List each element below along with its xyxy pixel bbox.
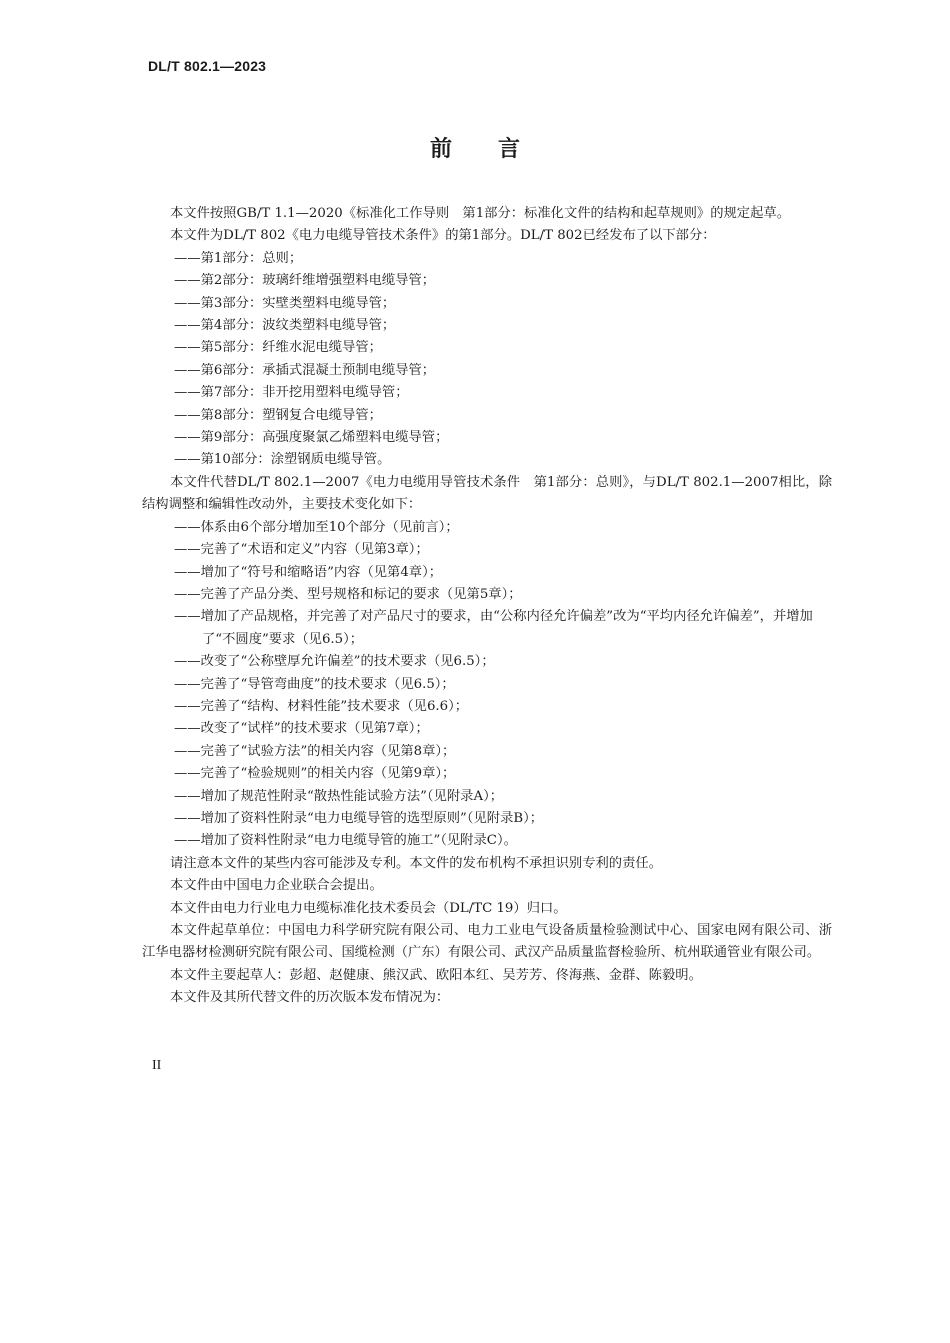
- list-item: ——体系由6个部分增加至10个部分（见前言）；: [174, 519, 459, 535]
- paragraph-drafters: 本文件主要起草人：彭超、赵健康、熊汉武、欧阳本红、吴芳芳、佟海燕、金群、陈毅明。: [170, 967, 702, 983]
- list-item: ——第1部分：总则；: [174, 250, 303, 266]
- list-item: ——第6部分：承插式混凝土预制电缆导管；: [174, 362, 436, 378]
- list-item: ——改变了“试样”的技术要求（见第7章）；: [174, 721, 429, 737]
- list-item: ——完善了产品分类、型号规格和标记的要求（见第5章）；: [174, 586, 522, 602]
- paragraph-patent-notice: 请注意本文件的某些内容可能涉及专利。本文件的发布机构不承担识别专利的责任。: [170, 855, 662, 871]
- list-item: ——增加了“符号和缩略语”内容（见第4章）；: [174, 564, 443, 580]
- foreword-body: [142, 203, 832, 1010]
- list-item: ——第5部分：纤维水泥电缆导管；: [174, 340, 382, 356]
- page-title: 前言: [429, 137, 566, 162]
- parts-list: [142, 248, 832, 472]
- list-item: ——完善了“术语和定义”内容（见第3章）；: [174, 542, 429, 558]
- list-item: ——第9部分：高强度聚氯乙烯塑料电缆导管；: [174, 430, 449, 446]
- list-item: ——增加了资料性附录“电力电缆导管的选型原则”（见附录B）；: [174, 810, 544, 826]
- paragraph-committee: 本文件由电力行业电力电缆标准化技术委员会（DL/TC 19）归口。: [170, 900, 567, 916]
- list-item: ——第8部分：塑钢复合电缆导管；: [174, 407, 382, 423]
- list-item: ——完善了“试验方法”的相关内容（见第8章）；: [174, 743, 456, 759]
- paragraph-series-intro: 本文件为DL/T 802《电力电缆导管技术条件》的第1部分。DL/T 802已经发布了以下部分：: [170, 228, 716, 244]
- list-item: ——第2部分：玻璃纤维增强塑料电缆导管；: [174, 273, 436, 289]
- document-code: DL/T 802.1—2023: [148, 58, 267, 74]
- list-item: ——第10部分：涂塑钢质电缆导管。: [174, 452, 391, 468]
- paragraph-replacement: 本文件代替DL/T 802.1—2007《电力电缆用导管技术条件 第1部分：总则》，与DL/T 802.1—2007相比，除结构调整和编辑性改动外，主要技术变化如下：: [142, 474, 832, 513]
- list-item: ——第4部分：波纹类塑料电缆导管；: [174, 318, 396, 334]
- list-item: ——第7部分：非开挖用塑料电缆导管；: [174, 385, 409, 401]
- changes-list: [142, 517, 832, 853]
- list-item: ——改变了“公称壁厚允许偏差”的技术要求（见6.5）；: [174, 654, 495, 670]
- page-number: II: [152, 1058, 162, 1073]
- list-item: ——增加了产品规格，并完善了对产品尺寸的要求，由“公称内径允许偏差”改为“平均内径允许偏差”，并增加了“不圆度”要求（见6.5）；: [174, 609, 813, 647]
- paragraph-drafting-rules: 本文件按照GB/T 1.1—2020《标准化工作导则 第1部分：标准化文件的结构和起草规则》的规定起草。: [170, 206, 790, 221]
- list-item: ——增加了规范性附录“散热性能试验方法”（见附录A）；: [174, 788, 504, 804]
- list-item: ——完善了“导管弯曲度”的技术要求（见6.5）；: [174, 676, 455, 692]
- paragraph-proposer: 本文件由中国电力企业联合会提出。: [170, 878, 383, 894]
- list-item: ——完善了“结构、材料性能”技术要求（见6.6）；: [174, 698, 469, 714]
- paragraph-drafting-units: 本文件起草单位：中国电力科学研究院有限公司、电力工业电气设备质量检验测试中心、国家电网有限公司、浙江华电器材检测研究院有限公司、国缆检测（广东）有限公司、武汉产品质量监督检验所、杭州联通管业有限公司。: [142, 923, 832, 961]
- list-item: ——第3部分：实壁类塑料电缆导管；: [174, 295, 396, 311]
- paragraph-version-history: 本文件及其所代替文件的历次版本发布情况为：: [170, 990, 450, 1006]
- list-item: ——完善了“检验规则”的相关内容（见第9章）；: [174, 766, 456, 782]
- list-item: ——增加了资料性附录“电力电缆导管的施工”（见附录C）。: [174, 833, 517, 849]
